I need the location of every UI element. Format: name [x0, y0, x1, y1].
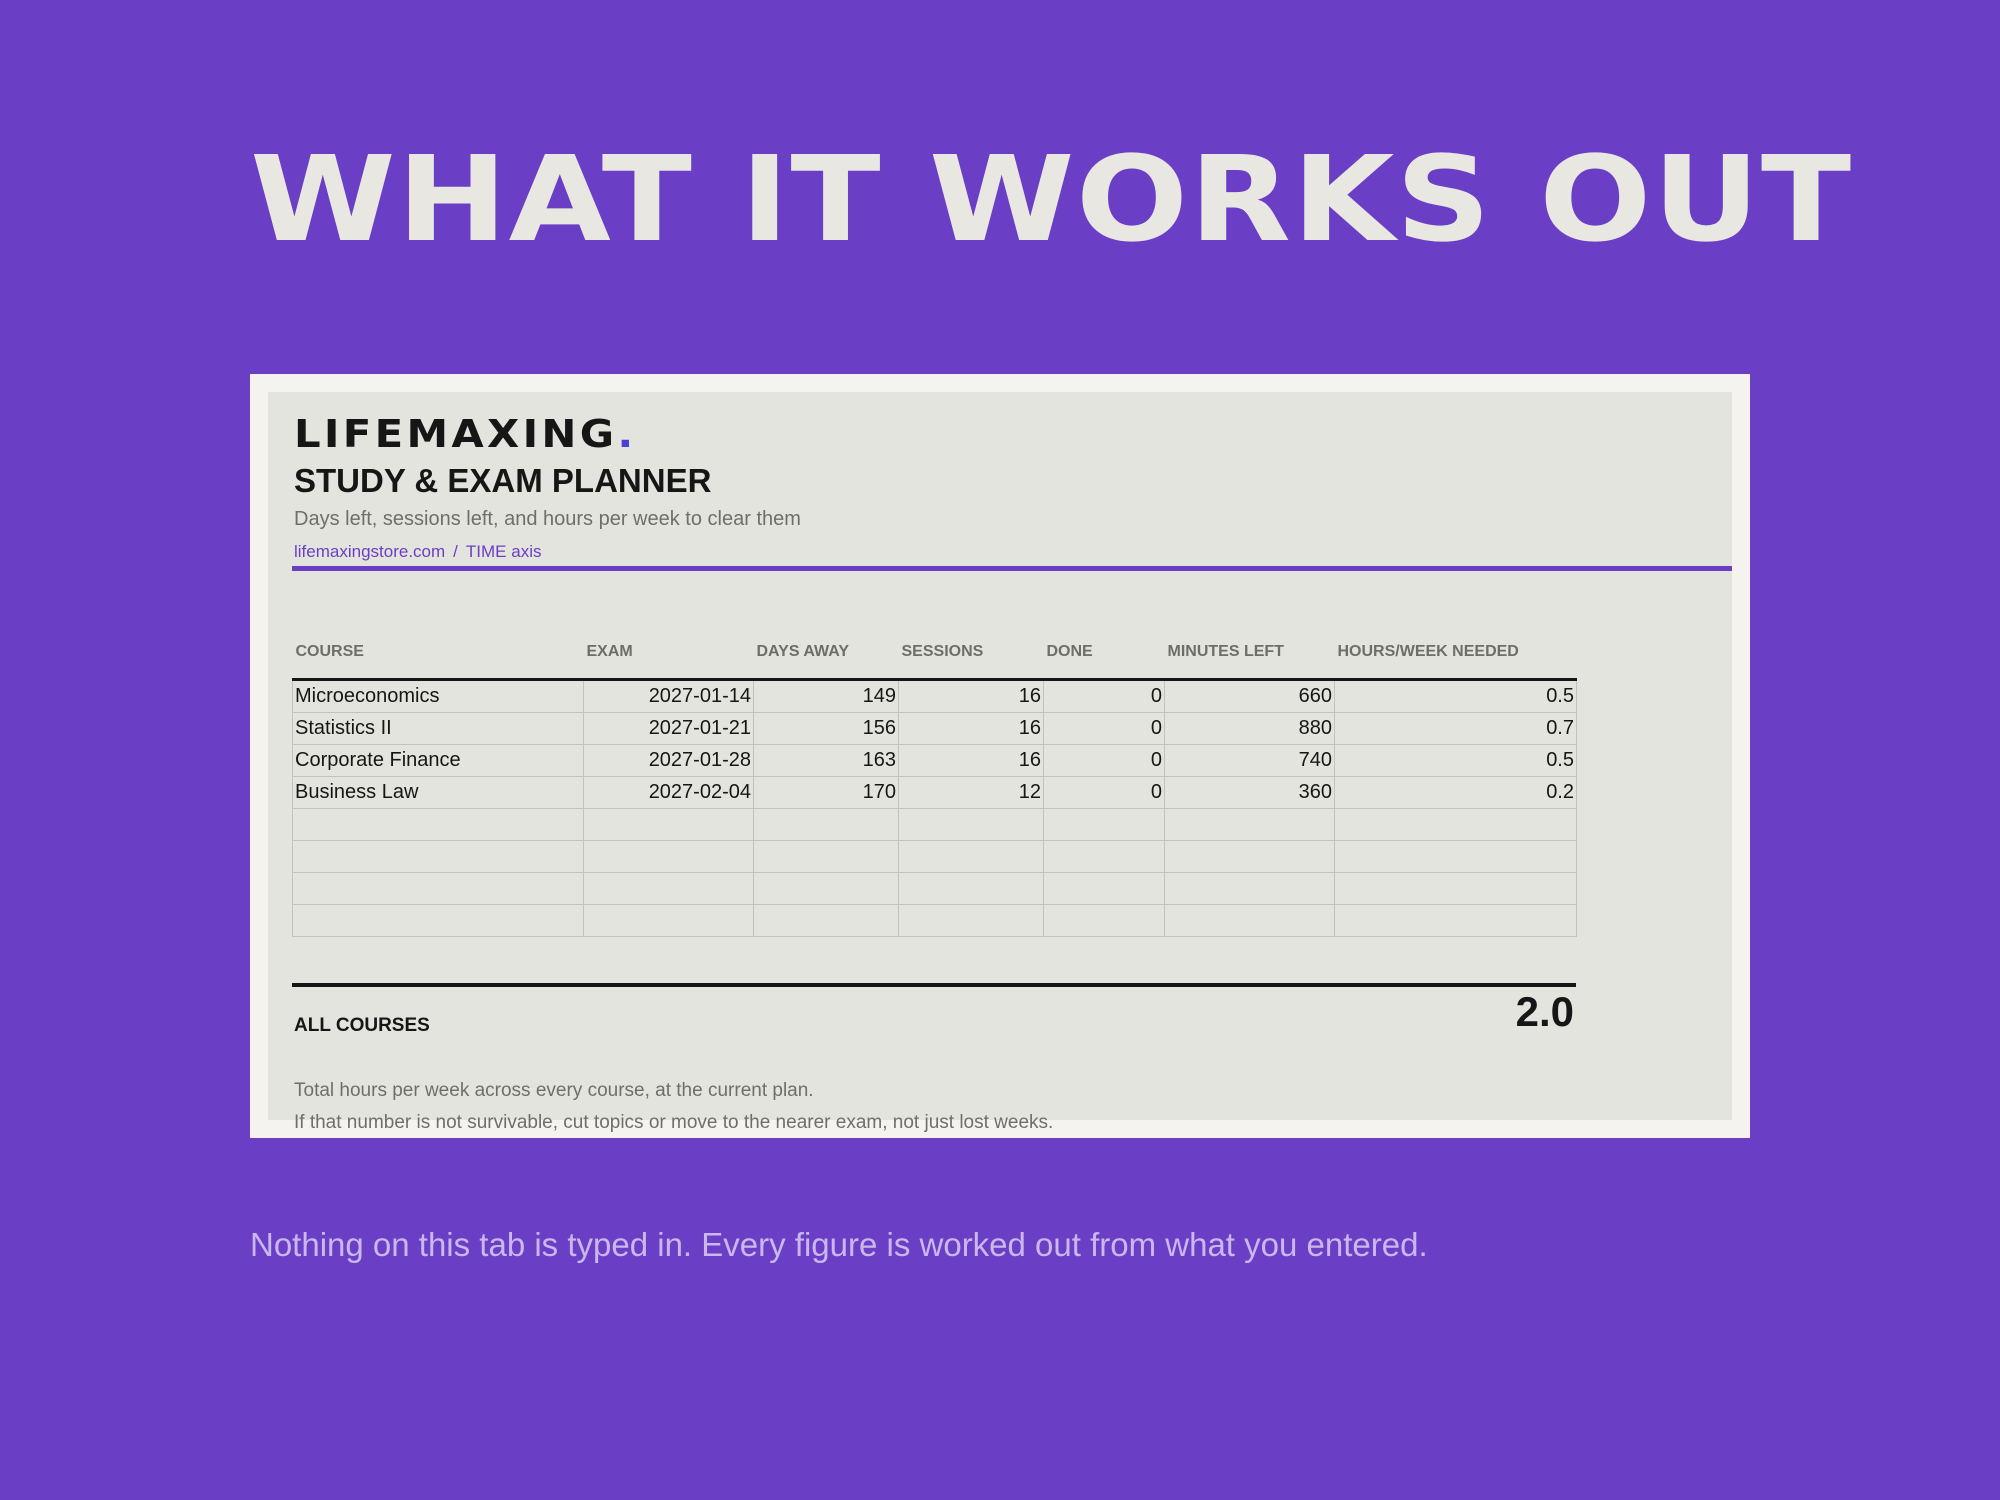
- column-header: EXAM: [584, 642, 754, 680]
- total-label: ALL COURSES: [294, 1015, 430, 1036]
- sessions-cell[interactable]: 12: [899, 777, 1044, 809]
- sessions-cell[interactable]: [899, 905, 1044, 937]
- sessions-cell[interactable]: 16: [899, 680, 1044, 713]
- brand-name: LIFEMAXING: [294, 412, 618, 456]
- days-away-cell[interactable]: [754, 809, 899, 841]
- days-away-cell[interactable]: 156: [754, 713, 899, 745]
- hours-week-cell[interactable]: 0.5: [1335, 745, 1577, 777]
- hours-week-cell[interactable]: 0.7: [1335, 713, 1577, 745]
- total-note-truncated: If that number is not survivable, cut topics or move to the nearer exam, not just lost weeks.: [294, 1112, 1054, 1133]
- sessions-cell[interactable]: [899, 873, 1044, 905]
- exam-date-cell[interactable]: [584, 905, 754, 937]
- sheet-title: STUDY & EXAM PLANNER: [294, 462, 712, 499]
- days-away-cell[interactable]: 170: [754, 777, 899, 809]
- breadcrumb-section[interactable]: TIME axis: [465, 542, 542, 561]
- sheet-page: [268, 392, 1732, 1133]
- minutes-left-cell[interactable]: 880: [1165, 713, 1335, 745]
- done-cell[interactable]: 0: [1044, 777, 1165, 809]
- breadcrumb-separator: /: [453, 542, 458, 561]
- sessions-cell[interactable]: 16: [899, 713, 1044, 745]
- minutes-left-cell[interactable]: [1165, 873, 1335, 905]
- minutes-left-cell[interactable]: [1165, 809, 1335, 841]
- table-header-row: [293, 642, 1577, 680]
- minutes-left-cell[interactable]: [1165, 905, 1335, 937]
- minutes-left-cell[interactable]: 360: [1165, 777, 1335, 809]
- hours-week-cell[interactable]: [1335, 873, 1577, 905]
- table-row: [293, 905, 1577, 937]
- table-row: [293, 777, 1577, 809]
- hours-week-cell[interactable]: [1335, 841, 1577, 873]
- hours-week-cell[interactable]: [1335, 809, 1577, 841]
- headline: WHAT IT WORKS OUT: [250, 130, 1853, 268]
- course-cell[interactable]: Corporate Finance: [293, 745, 584, 777]
- exam-date-cell[interactable]: 2027-01-28: [584, 745, 754, 777]
- done-cell[interactable]: [1044, 841, 1165, 873]
- done-cell[interactable]: 0: [1044, 713, 1165, 745]
- column-header: HOURS/WEEK NEEDED: [1335, 642, 1577, 680]
- column-header: DONE: [1044, 642, 1165, 680]
- minutes-left-cell[interactable]: [1165, 841, 1335, 873]
- sheet-subtitle: Days left, sessions left, and hours per week to clear them: [294, 508, 801, 530]
- table-row: [293, 680, 1577, 713]
- caption: Nothing on this tab is typed in. Every figure is worked out from what you entered.: [250, 1226, 1428, 1263]
- column-header: SESSIONS: [899, 642, 1044, 680]
- done-cell[interactable]: 0: [1044, 680, 1165, 713]
- table-row: [293, 745, 1577, 777]
- exam-date-cell[interactable]: 2027-02-04: [584, 777, 754, 809]
- table-row: [293, 713, 1577, 745]
- done-cell[interactable]: 0: [1044, 745, 1165, 777]
- course-cell[interactable]: Statistics II: [293, 713, 584, 745]
- exam-date-cell[interactable]: 2027-01-14: [584, 680, 754, 713]
- hours-week-cell[interactable]: 0.5: [1335, 680, 1577, 713]
- sessions-cell[interactable]: [899, 809, 1044, 841]
- table-row: [293, 809, 1577, 841]
- done-cell[interactable]: [1044, 809, 1165, 841]
- total-note: Total hours per week across every course, at the current plan.: [294, 1080, 814, 1101]
- days-away-cell[interactable]: 149: [754, 680, 899, 713]
- sessions-cell[interactable]: 16: [899, 745, 1044, 777]
- course-cell[interactable]: Business Law: [293, 777, 584, 809]
- column-header: MINUTES LEFT: [1165, 642, 1335, 680]
- exam-date-cell[interactable]: 2027-01-21: [584, 713, 754, 745]
- total-hours-value: 2.0: [1515, 988, 1574, 1035]
- courses-table: [292, 642, 1577, 937]
- accent-divider: [292, 566, 1732, 571]
- sessions-cell[interactable]: [899, 841, 1044, 873]
- course-cell[interactable]: [293, 873, 584, 905]
- minutes-left-cell[interactable]: 740: [1165, 745, 1335, 777]
- exam-date-cell[interactable]: [584, 809, 754, 841]
- course-cell[interactable]: [293, 841, 584, 873]
- column-header: COURSE: [293, 642, 584, 680]
- days-away-cell[interactable]: [754, 873, 899, 905]
- brand-logo: [294, 412, 636, 456]
- days-away-cell[interactable]: [754, 841, 899, 873]
- table-row: [293, 841, 1577, 873]
- days-away-cell[interactable]: [754, 905, 899, 937]
- table-row: [293, 873, 1577, 905]
- hours-week-cell[interactable]: 0.2: [1335, 777, 1577, 809]
- spreadsheet-screenshot: [250, 374, 1750, 1138]
- hours-week-cell[interactable]: [1335, 905, 1577, 937]
- done-cell[interactable]: [1044, 905, 1165, 937]
- brand-dot: .: [617, 412, 637, 456]
- column-header: DAYS AWAY: [754, 642, 899, 680]
- minutes-left-cell[interactable]: 660: [1165, 680, 1335, 713]
- course-cell[interactable]: Microeconomics: [293, 680, 584, 713]
- breadcrumb: [294, 542, 541, 562]
- breadcrumb-site[interactable]: lifemaxingstore.com: [294, 542, 446, 561]
- course-cell[interactable]: [293, 905, 584, 937]
- course-cell[interactable]: [293, 809, 584, 841]
- exam-date-cell[interactable]: [584, 873, 754, 905]
- done-cell[interactable]: [1044, 873, 1165, 905]
- days-away-cell[interactable]: 163: [754, 745, 899, 777]
- total-divider: [292, 983, 1576, 987]
- exam-date-cell[interactable]: [584, 841, 754, 873]
